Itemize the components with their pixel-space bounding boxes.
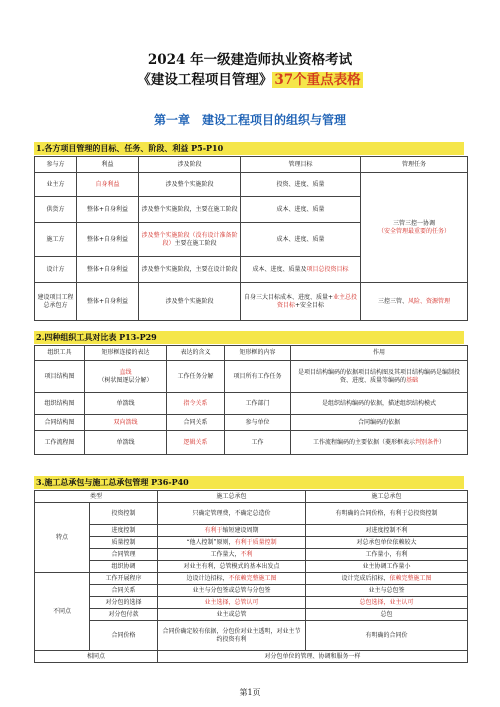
cell: 工作任务分解 [167,361,225,393]
cell [291,431,468,455]
table-row [35,525,468,537]
cell: 涉及整个实施阶段 [139,283,241,321]
cell: 自身利益 [77,173,139,197]
cell: 工作开展程序 [90,573,158,585]
page-number: 第1页 [239,688,261,697]
cell [241,257,361,283]
task-note: 风险、资源管理 [408,297,451,305]
table-row [35,415,468,431]
cell-part: 工作量大， [210,550,241,558]
table-row [35,573,468,585]
cell: 合同结构图 [35,415,85,431]
cell: 整体+自身利益 [77,257,139,283]
cell: 对业主有利，总管模式的基本出发点 [158,561,306,573]
cell: 指令关系 [167,393,225,415]
cell-task-a [361,173,468,283]
cell-part: 不利 [240,550,253,558]
cell: 合同价格 [90,621,158,651]
cell-part: 成本、进度、质量及 [252,265,307,273]
table-row [35,597,468,609]
col-header: 组织工具 [35,346,85,361]
cell: 建设项目工程总承包方 [35,283,77,321]
table-row [35,561,468,573]
cell [158,573,306,585]
cell-part: 业主总投资目标 [276,294,358,309]
cell: 单箭线 [85,393,167,415]
col-header: 利益 [77,157,139,173]
cell: 涉及整个实施阶段，主要在施工阶段 [139,197,241,223]
cell: 有明确的合同价格，有利于总投资控制 [306,503,468,525]
cell: 整体+自身利益 [77,223,139,257]
section3-heading: 3.施工总承包与施工总承包管理 P36-P40 [34,476,464,489]
cell: 项目所有工作任务 [225,361,291,393]
cell: 对分包的选择 [90,597,158,609]
cell-part: 判别条件 [414,438,439,446]
cell: 施工方 [35,223,77,257]
cell: 工作量小，有利 [306,549,468,561]
cell: 整体+自身利益 [77,197,139,223]
cell-task-b [361,283,468,321]
section3-table [34,490,468,663]
cell: 供货方 [35,197,77,223]
table-row [35,503,468,525]
group-label-features: 特点 [35,503,90,573]
doc-title-line1: 2024 年一级建造师执业资格考试 [147,52,353,68]
cell-part: 自身三大目标成本、进度、质量+ [243,294,333,302]
table-row [35,609,468,621]
col-header: 施工总承包 [158,491,306,503]
table-header-row [35,157,468,173]
cell [306,573,468,585]
cell: 有明确的合同价 [306,621,468,651]
cell [158,525,306,537]
cell: 投资控制 [90,503,158,525]
cell: 合同关系 [167,415,225,431]
section1-heading: 1.各方项目管理的目标、任务、阶段、利益 P5-P10 [34,142,464,155]
cell: 整体+自身利益 [77,283,139,321]
col-header: 类型 [35,491,158,503]
table-row [35,361,468,393]
cell-part: 边设计边招标， [186,574,229,582]
doc-title-highlight: 37个重点表格 [274,72,361,88]
cell: 逻辑关系 [167,431,225,455]
col-header: 矩形框连接的表达 [85,346,167,361]
cell: 总包 [306,609,468,621]
cell: 投资、进度、质量 [241,173,361,197]
cell [241,283,361,321]
col-header: 表达的含义 [167,346,225,361]
table-row [35,173,468,197]
table-header-row [35,491,468,503]
cell: 合同编码的依据 [291,415,468,431]
table-row [35,549,468,561]
col-header: 管理目标 [241,157,361,173]
doc-title-main: 《建设工程项目管理》 [137,72,273,88]
table-row [35,621,468,651]
cell: 单箭线 [85,431,167,455]
cell: 业主方 [35,173,77,197]
cell-part: 工作流程编码的主要依据（菱形框表示 [312,438,415,446]
section1-table [34,156,468,321]
cell: 进度控制 [90,525,158,537]
table-row [35,651,468,663]
table-header-row [35,346,468,361]
cell: 业主协调工作量小 [306,561,468,573]
cell: 业主与分包签或总管与分包签 [158,585,306,597]
cell [139,223,241,257]
section2-heading: 2.四种组织工具对比表 P13-P29 [34,331,464,344]
cell: 涉及整个实施阶段 [139,173,241,197]
table-row [35,585,468,597]
cell [158,549,306,561]
cell: 业主或总管 [158,609,306,621]
cell: 合同关系 [90,585,158,597]
cell: 组织结构图 [35,393,85,415]
cell: 相同点 [35,651,158,663]
cell: 工作流程图 [35,431,85,455]
cell-part: “他人控制”原则， [186,538,235,546]
table-row [35,393,468,415]
cell-part: 设计完成后招标， [341,574,390,582]
cell-part: （树状图逐层分解） [98,376,153,384]
cell [85,361,167,393]
task-note: （安全管理最重要的任务） [377,227,450,235]
cell [158,537,306,549]
cell-part: 有利于质量控制 [234,538,277,546]
cell [291,361,468,393]
cell: 对分包付款 [90,609,158,621]
cell: 质量控制 [90,537,158,549]
col-header: 涉及阶段 [139,157,241,173]
cell: 业主选择，总管认可 [158,597,306,609]
task-text: 三控三管、 [377,297,408,305]
cell: 项目结构图 [35,361,85,393]
cell: 对进度控制不利 [306,525,468,537]
cell-part: 依赖完整施工图 [389,574,432,582]
cell-part: ） [439,438,446,446]
col-header: 参与方 [35,157,77,173]
cell: 参与单位 [225,415,291,431]
col-header: 作用 [291,346,468,361]
col-header: 施工总承包 [306,491,468,503]
cell-part: 直线 [119,369,132,377]
cell-part: 有利于 [204,526,223,534]
cell: 只确定管理费，不确定总造价 [158,503,306,525]
cell: 双向箭线 [85,415,167,431]
cell-part: 项目总投资目标 [306,265,349,273]
cell-part: 基础 [406,376,419,384]
table-row [35,431,468,455]
table-row [35,537,468,549]
cell-part: 是项目结构编码的依据项目结构图及其项目结构编码是编制投资、进度、质量等编码的 [297,369,460,384]
chapter-heading: 第一章 建设工程项目的组织与管理 [153,113,346,127]
section2-table [34,345,468,455]
col-header: 矩形框的内容 [225,346,291,361]
col-header: 管理任务 [361,157,468,173]
cell: 合同管理 [90,549,158,561]
doc-title-line2 [0,72,500,88]
group-label-differences: 不同点 [35,573,90,651]
cell: 工作部门 [225,393,291,415]
cell-part: 缩短建设周期 [222,526,259,534]
cell-part: 涉及整个实施阶段（没有设计准备阶段） [141,232,238,247]
cell: 成本、进度、质量 [241,197,361,223]
cell: 合同价确定较有依据，分包价对业主透明，对业主节约投资有利 [158,621,306,651]
cell-part: +安全目标 [294,301,325,309]
cell: 成本、进度、质量 [241,223,361,257]
cell: 对总承包单位依赖较大 [306,537,468,549]
cell-part: 主要在施工阶段 [174,239,217,247]
cell: 总包选择，业主认可 [306,597,468,609]
table-row [35,283,468,321]
cell: 组织协调 [90,561,158,573]
cell-part: 不依赖完整施工图 [228,574,277,582]
task-text: 三管三控一协调 [392,220,435,228]
cell: 是组织结构编码的依据，描述组织结构模式 [291,393,468,415]
cell: 业主与总包签 [306,585,468,597]
cell: 工作 [225,431,291,455]
cell: 涉及整个实施阶段，主要在设计阶段 [139,257,241,283]
cell: 设计方 [35,257,77,283]
cell: 对分包单位的管理、协调和服务一样 [158,651,468,663]
